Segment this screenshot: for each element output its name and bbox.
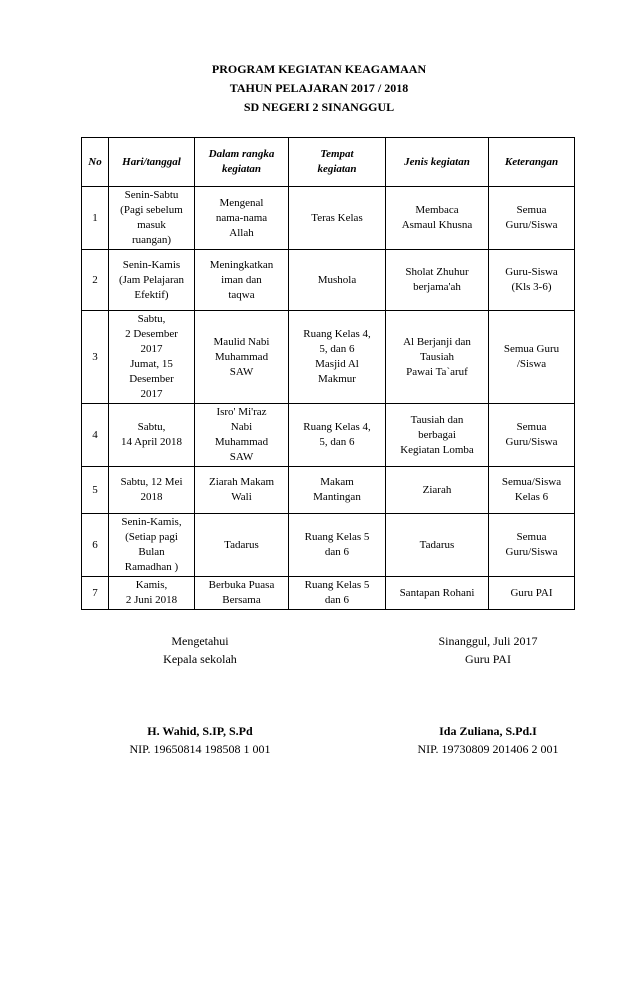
cell-hari-tanggal: Sabtu, 2 Desember 2017 Jumat, 15 Desember 2017	[109, 311, 195, 404]
header-dalam-rangka: Dalam rangka kegiatan	[195, 138, 289, 187]
cell-dalam-rangka: Mengenal nama-nama Allah	[195, 187, 289, 250]
cell-jenis-kegiatan: Santapan Rohani	[386, 577, 489, 610]
cell-hari-tanggal: Kamis, 2 Juni 2018	[109, 577, 195, 610]
cell-hari-tanggal: Sabtu, 14 April 2018	[109, 404, 195, 467]
cell-tempat: Makam Mantingan	[289, 467, 386, 514]
cell-no: 6	[82, 514, 109, 577]
header-hari-tanggal: Hari/tanggal	[109, 138, 195, 187]
cell-no: 5	[82, 467, 109, 514]
title-line-2: TAHUN PELAJARAN 2017 / 2018	[229, 81, 409, 95]
cell-keterangan: Semua Guru/Siswa	[489, 187, 575, 250]
signature-left-heading	[100, 632, 300, 668]
header-no: No	[82, 138, 109, 187]
table-row	[82, 404, 575, 467]
signature-left-block	[100, 722, 300, 758]
cell-jenis-kegiatan: Tadarus	[386, 514, 489, 577]
cell-dalam-rangka: Ziarah Makam Wali	[195, 467, 289, 514]
table-row	[82, 187, 575, 250]
cell-jenis-kegiatan: Membaca Asmaul Khusna	[386, 187, 489, 250]
cell-jenis-kegiatan: Al Berjanji dan Tausiah Pawai Ta`aruf	[386, 311, 489, 404]
cell-tempat: Ruang Kelas 5 dan 6	[289, 514, 386, 577]
activity-table	[81, 137, 575, 610]
table-row	[82, 514, 575, 577]
table-row	[82, 467, 575, 514]
signature-right-line2: Guru PAI	[465, 652, 511, 666]
signature-left-nip: NIP. 19650814 198508 1 001	[129, 742, 271, 756]
header-tempat: Tempat kegiatan	[289, 138, 386, 187]
cell-dalam-rangka: Tadarus	[195, 514, 289, 577]
cell-tempat: Ruang Kelas 4, 5, dan 6	[289, 404, 386, 467]
cell-keterangan: Semua Guru /Siswa	[489, 311, 575, 404]
cell-jenis-kegiatan: Sholat Zhuhur berjama'ah	[386, 250, 489, 311]
signature-right-block	[388, 722, 588, 758]
header-jenis-kegiatan: Jenis kegiatan	[386, 138, 489, 187]
cell-tempat: Teras Kelas	[289, 187, 386, 250]
cell-dalam-rangka: Meningkatkan iman dan taqwa	[195, 250, 289, 311]
table-header-row	[82, 138, 575, 187]
cell-no: 1	[82, 187, 109, 250]
cell-tempat: Mushola	[289, 250, 386, 311]
signature-left-line2: Kepala sekolah	[163, 652, 237, 666]
cell-no: 4	[82, 404, 109, 467]
cell-keterangan: Guru PAI	[489, 577, 575, 610]
signature-right-line1: Sinanggul, Juli 2017	[438, 634, 538, 648]
title-line-1: PROGRAM KEGIATAN KEAGAMAAN	[211, 62, 427, 76]
table-row	[82, 250, 575, 311]
cell-keterangan: Guru-Siswa (Kls 3-6)	[489, 250, 575, 311]
cell-no: 7	[82, 577, 109, 610]
cell-dalam-rangka: Berbuka Puasa Bersama	[195, 577, 289, 610]
title-line-3: SD NEGERI 2 SINANGGUL	[243, 100, 395, 114]
cell-jenis-kegiatan: Ziarah	[386, 467, 489, 514]
signature-left-line1: Mengetahui	[171, 634, 229, 648]
header-keterangan: Keterangan	[489, 138, 575, 187]
cell-no: 2	[82, 250, 109, 311]
document-title	[0, 60, 638, 117]
table-row	[82, 577, 575, 610]
cell-hari-tanggal: Sabtu, 12 Mei 2018	[109, 467, 195, 514]
signature-right-name: Ida Zuliana, S.Pd.I	[439, 724, 537, 738]
signature-right-heading	[388, 632, 588, 668]
cell-no: 3	[82, 311, 109, 404]
table-row	[82, 311, 575, 404]
cell-dalam-rangka: Isro' Mi'raz Nabi Muhammad SAW	[195, 404, 289, 467]
cell-keterangan: Semua Guru/Siswa	[489, 514, 575, 577]
cell-dalam-rangka: Maulid Nabi Muhammad SAW	[195, 311, 289, 404]
cell-tempat: Ruang Kelas 5 dan 6	[289, 577, 386, 610]
cell-keterangan: Semua Guru/Siswa	[489, 404, 575, 467]
signature-left-name: H. Wahid, S.IP, S.Pd	[147, 724, 253, 738]
cell-jenis-kegiatan: Tausiah dan berbagai Kegiatan Lomba	[386, 404, 489, 467]
cell-keterangan: Semua/Siswa Kelas 6	[489, 467, 575, 514]
cell-hari-tanggal: Senin-Kamis, (Setiap pagi Bulan Ramadhan )	[109, 514, 195, 577]
signature-right-nip: NIP. 19730809 201406 2 001	[417, 742, 559, 756]
cell-hari-tanggal: Senin-Kamis (Jam Pelajaran Efektif)	[109, 250, 195, 311]
cell-tempat: Ruang Kelas 4, 5, dan 6 Masjid Al Makmur	[289, 311, 386, 404]
cell-hari-tanggal: Senin-Sabtu (Pagi sebelum masuk ruangan)	[109, 187, 195, 250]
